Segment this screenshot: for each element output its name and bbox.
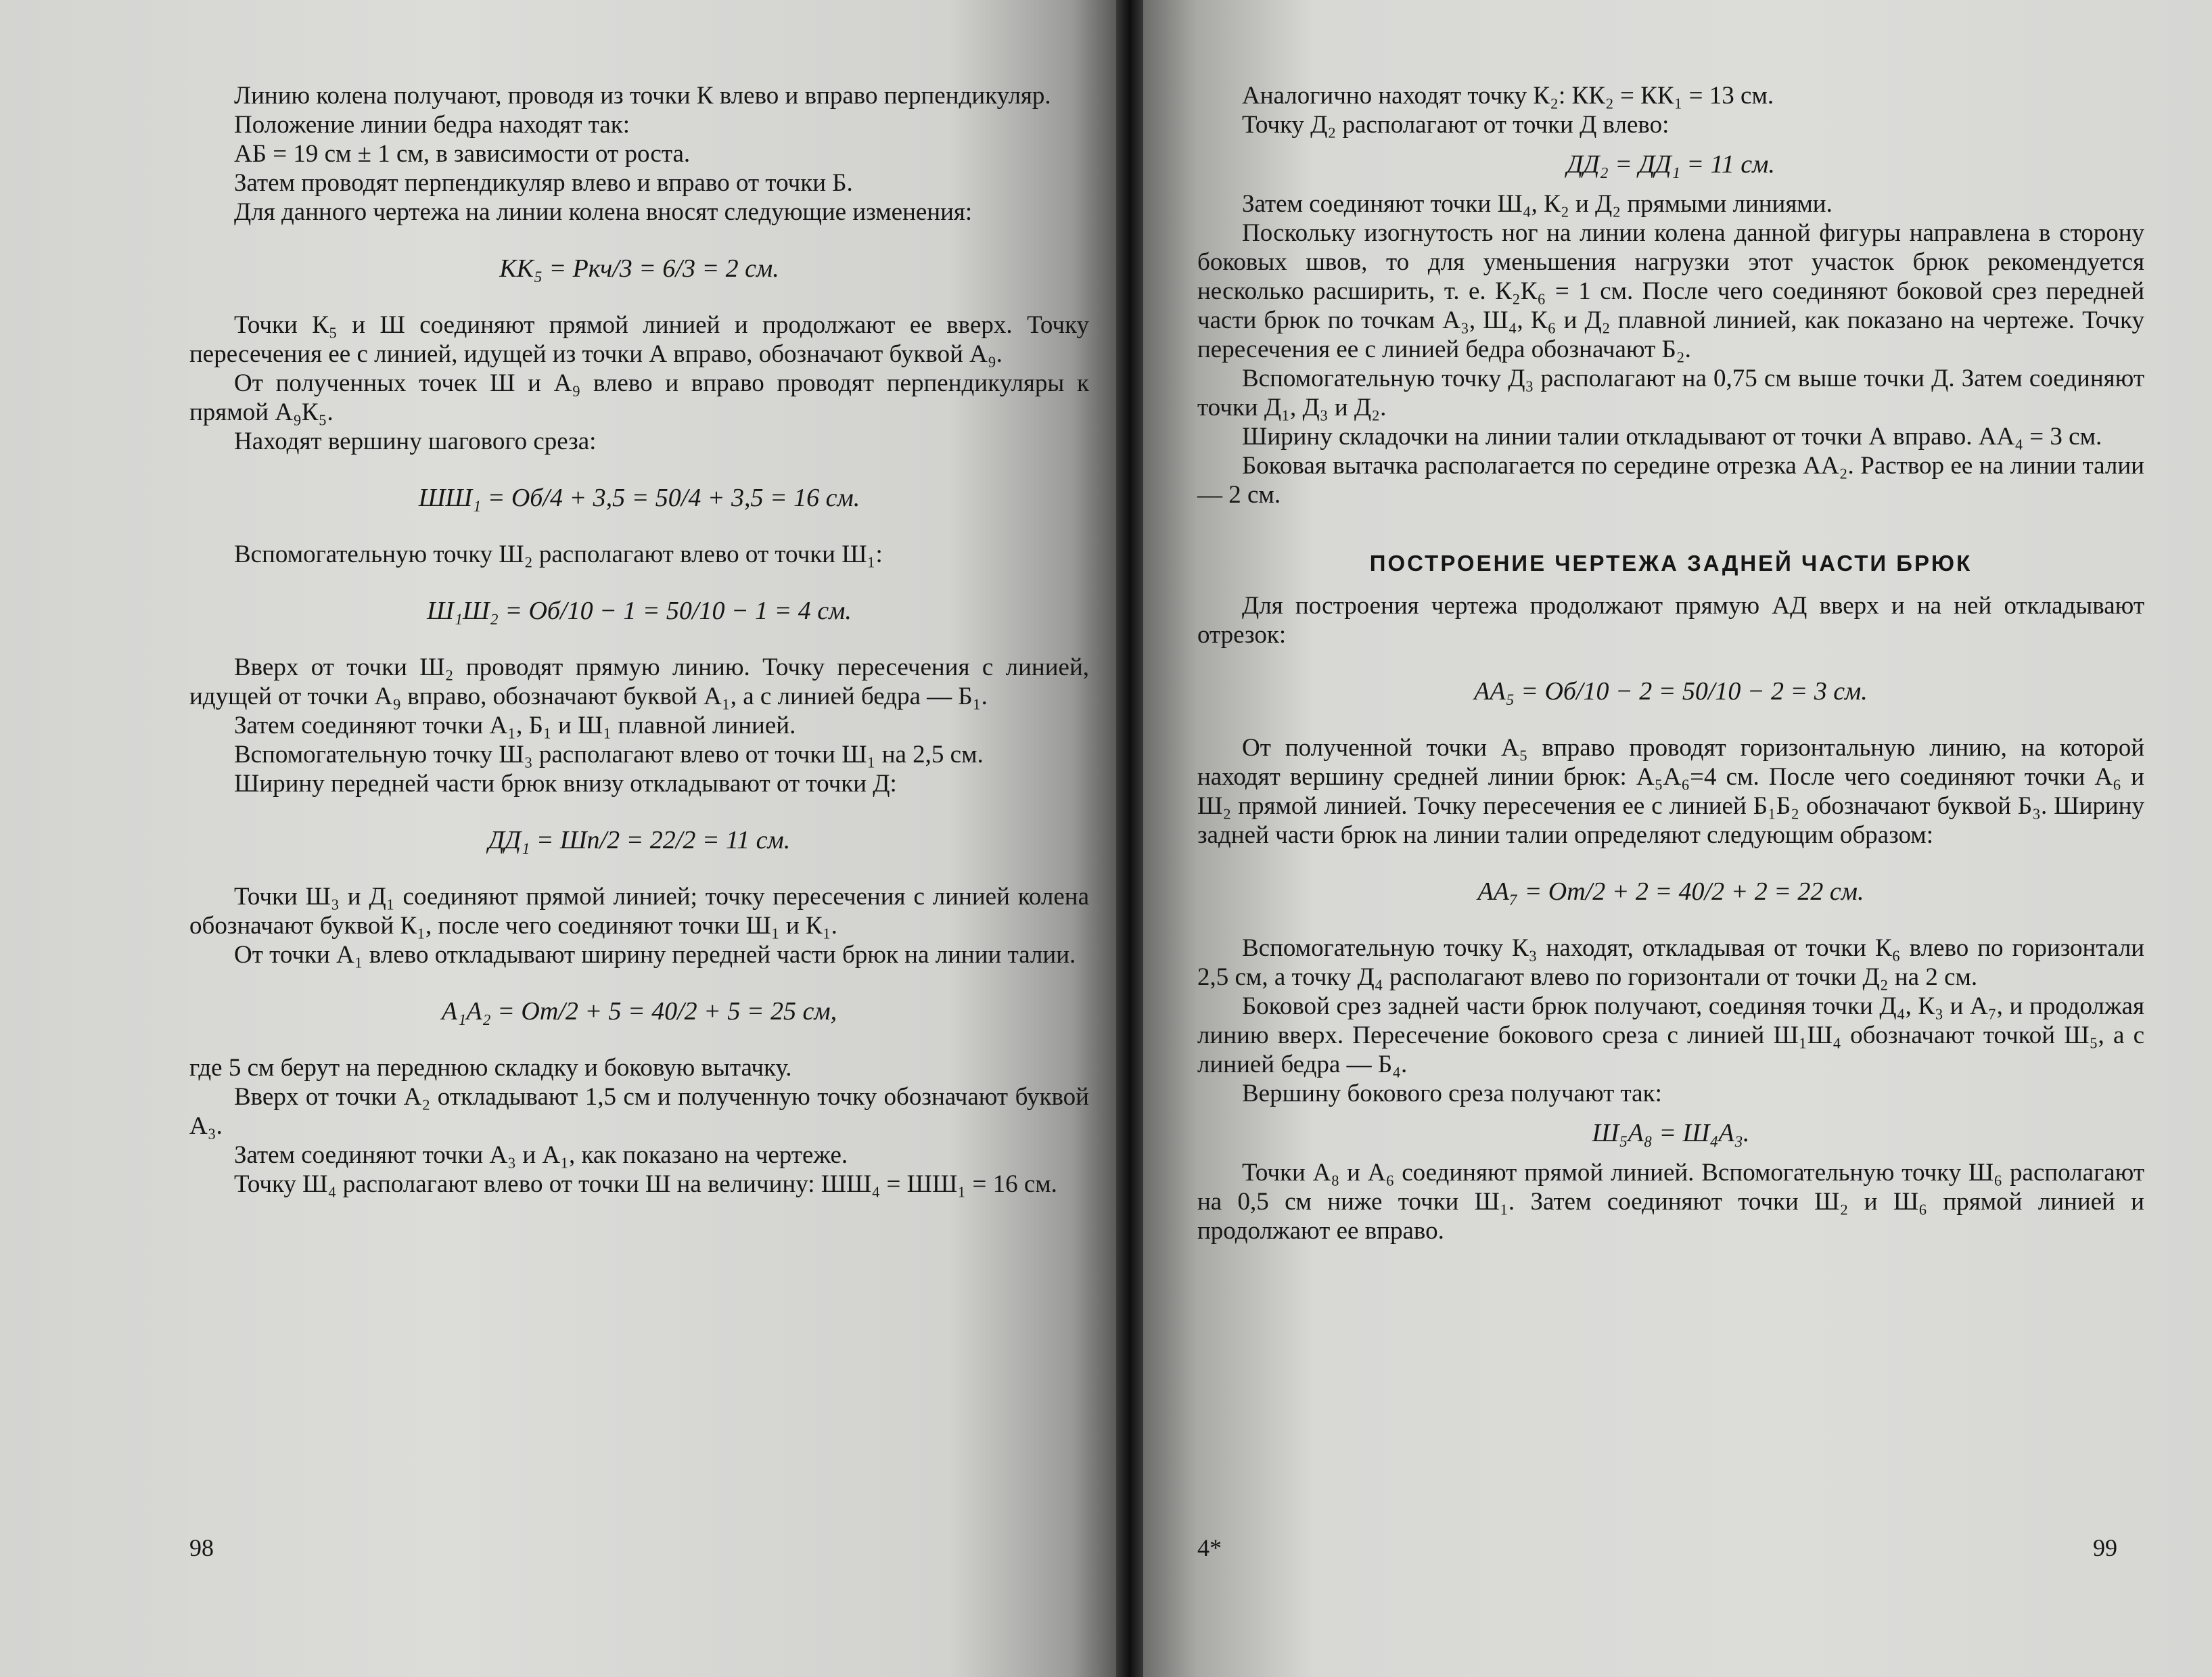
paragraph: Вспомогательную точку Ш₂ располагают влево от точки Ш₁: <box>234 541 883 568</box>
book-gutter <box>1116 0 1143 1677</box>
paragraph: От полученной точки А₅ вправо проводят горизонтальную линию, на которой находят вершину средней линии брюк: А₅А₆=4 см. После чего соединяют точки А₆ и Ш₂ прямой линией. Точку пересечения ее с линией Б₁Б₂ обозначают буквой Б₃. Ширину задней части брюк на линии талии определяют следующим образом: <box>1197 734 2144 849</box>
formula: КК₅ = Ркч/3 = 6/3 = 2 см. <box>499 254 779 283</box>
paragraph: Затем соединяют точки Ш₄, К₂ и Д₂ прямыми линиями. <box>1242 190 1833 218</box>
paragraph: Боковая вытачка располагается по середине отрезка АА₂. Раствор ее на линии талии — 2 см. <box>1197 452 2144 509</box>
formula: АА₇ = От/2 + 2 = 40/2 + 2 = 22 см. <box>1477 877 1864 906</box>
signature-mark: 4* <box>1197 1534 1222 1561</box>
paragraph: Вспомогательную точку К₃ находят, откладывая от точки К₆ влево по горизонтали 2,5 см, а точку Д₄ располагают влево по горизонтали от точки Д₂ на 2 см. <box>1197 934 2144 991</box>
paragraph: Поскольку изогнутость ног на линии колена данной фигуры направлена в сторону боковых швов, то для уменьшения нагрузки этот участок брюк рекомендуется несколько расширить, т. е. К₂К₆ = 1 см. После чего соединяют боковой срез передней части брюк по точкам А₃, Ш₄, К₆ и Д₂ плавной линией, как показано на чертеже. Точку пересечения ее с линией бедра обозначают Б₂. <box>1197 219 2144 363</box>
paragraph: Вспомогательную точку Д₃ располагают на 0,75 см выше точки Д. Затем соединяют точки Д₁, Д₃ и Д₂. <box>1197 365 2144 421</box>
paragraph: От полученных точек Ш и А₉ влево и вправо проводят перпендикуляры к прямой А₉К₅. <box>189 369 1089 426</box>
paragraph: Вершину бокового среза получают так: <box>1242 1080 1662 1107</box>
paragraph: Ширину передней части брюк внизу откладывают от точки Д: <box>234 770 897 798</box>
section-heading: ПОСТРОЕНИЕ ЧЕРТЕЖА ЗАДНЕЙ ЧАСТИ БРЮК <box>1369 551 1973 576</box>
paragraph: Вверх от точки Ш₂ проводят прямую линию. Точку пересечения с линией, идущей от точки А₉ вправо, обозначают буквой А₁, а с линией бедра — Б₁. <box>189 653 1089 710</box>
paragraph: Находят вершину шагового среза: <box>234 428 597 455</box>
right-page <box>1143 0 2212 1677</box>
paragraph: Точку Д₂ располагают от точки Д влево: <box>1242 111 1669 139</box>
paragraph: АБ = 19 см ± 1 см, в зависимости от роста. <box>234 140 691 168</box>
paragraph: Для данного чертежа на линии колена вносят следующие изменения: <box>234 198 973 226</box>
paragraph: Точки А₈ и А₆ соединяют прямой линией. Вспомогательную точку Ш₆ располагают на 0,5 см ниже точки Ш₁. Затем соединяют точки Ш₂ и Ш₆ прямой линией и продолжают ее вправо. <box>1197 1159 2144 1245</box>
paragraph: Аналогично находят точку К₂: КК₂ = КК₁ = 13 см. <box>1242 82 1774 110</box>
paragraph: Положение линии бедра находят так: <box>234 111 630 139</box>
paragraph: Для построения чертежа продолжают прямую АД вверх и на ней откладывают отрезок: <box>1197 592 2144 649</box>
formula: Ш₁Ш₂ = Об/10 − 1 = 50/10 − 1 = 4 см. <box>427 597 852 625</box>
paragraph: Точки Ш₃ и Д₁ соединяют прямой линией; точку пересечения с линией колена обозначают буквой К₁, после чего соединяют точки Ш₁ и К₁. <box>189 883 1089 940</box>
paragraph: Точку Ш₄ располагают влево от точки Ш на величину: ШШ₄ = ШШ₁ = 16 см. <box>234 1170 1057 1198</box>
page-number: 98 <box>189 1534 214 1561</box>
left-page-text <box>189 81 1089 1199</box>
formula: АА₅ = Об/10 − 2 = 50/10 − 2 = 3 см. <box>1474 677 1868 706</box>
paragraph: Точки К₅ и Ш соединяют прямой линией и продолжают ее вверх. Точку пересечения ее с линией, идущей из точки А вправо, обозначают буквой А₉. <box>189 311 1089 368</box>
paragraph: где 5 см берут на переднюю складку и боковую вытачку. <box>189 1054 792 1082</box>
page-number: 99 <box>2093 1534 2117 1561</box>
formula: Ш₅А₈ = Ш₄А₃. <box>1592 1119 1750 1147</box>
paragraph: Вспомогательную точку Ш₃ располагают влево от точки Ш₁ на 2,5 см. <box>234 741 984 768</box>
paragraph: Боковой срез задней части брюк получают, соединяя точки Д₄, К₃ и А₇, и продолжая линию вверх. Пересечение бокового среза с линией Ш₁Ш₄ обозначают точкой Ш₅, а с линией бедра — Б₄. <box>1197 992 2144 1078</box>
formula: ШШ₁ = Об/4 + 3,5 = 50/4 + 3,5 = 16 см. <box>418 484 860 512</box>
right-page-text <box>1197 81 2144 1245</box>
paragraph: Вверх от точки А₂ откладывают 1,5 см и полученную точку обозначают буквой А₃. <box>189 1083 1089 1140</box>
paragraph: Ширину складочки на линии талии откладывают от точки А вправо. АА₄ = 3 см. <box>1242 423 2102 451</box>
formula: ДД₁ = Шп/2 = 22/2 = 11 см. <box>488 826 791 854</box>
paragraph: Затем соединяют точки А₁, Б₁ и Ш₁ плавной линией. <box>234 712 796 739</box>
paragraph: Затем соединяют точки А₃ и А₁, как показано на чертеже. <box>234 1141 848 1169</box>
formula: ДД₂ = ДД₁ = 11 см. <box>1567 150 1775 179</box>
paragraph: Линию колена получают, проводя из точки К влево и вправо перпендикуляр. <box>234 82 1051 110</box>
paragraph: От точки А₁ влево откладывают ширину передней части брюк на линии талии. <box>234 941 1076 969</box>
formula: А₁А₂ = От/2 + 5 = 40/2 + 5 = 25 см, <box>441 997 837 1026</box>
paragraph: Затем проводят перпендикуляр влево и вправо от точки Б. <box>234 169 853 197</box>
